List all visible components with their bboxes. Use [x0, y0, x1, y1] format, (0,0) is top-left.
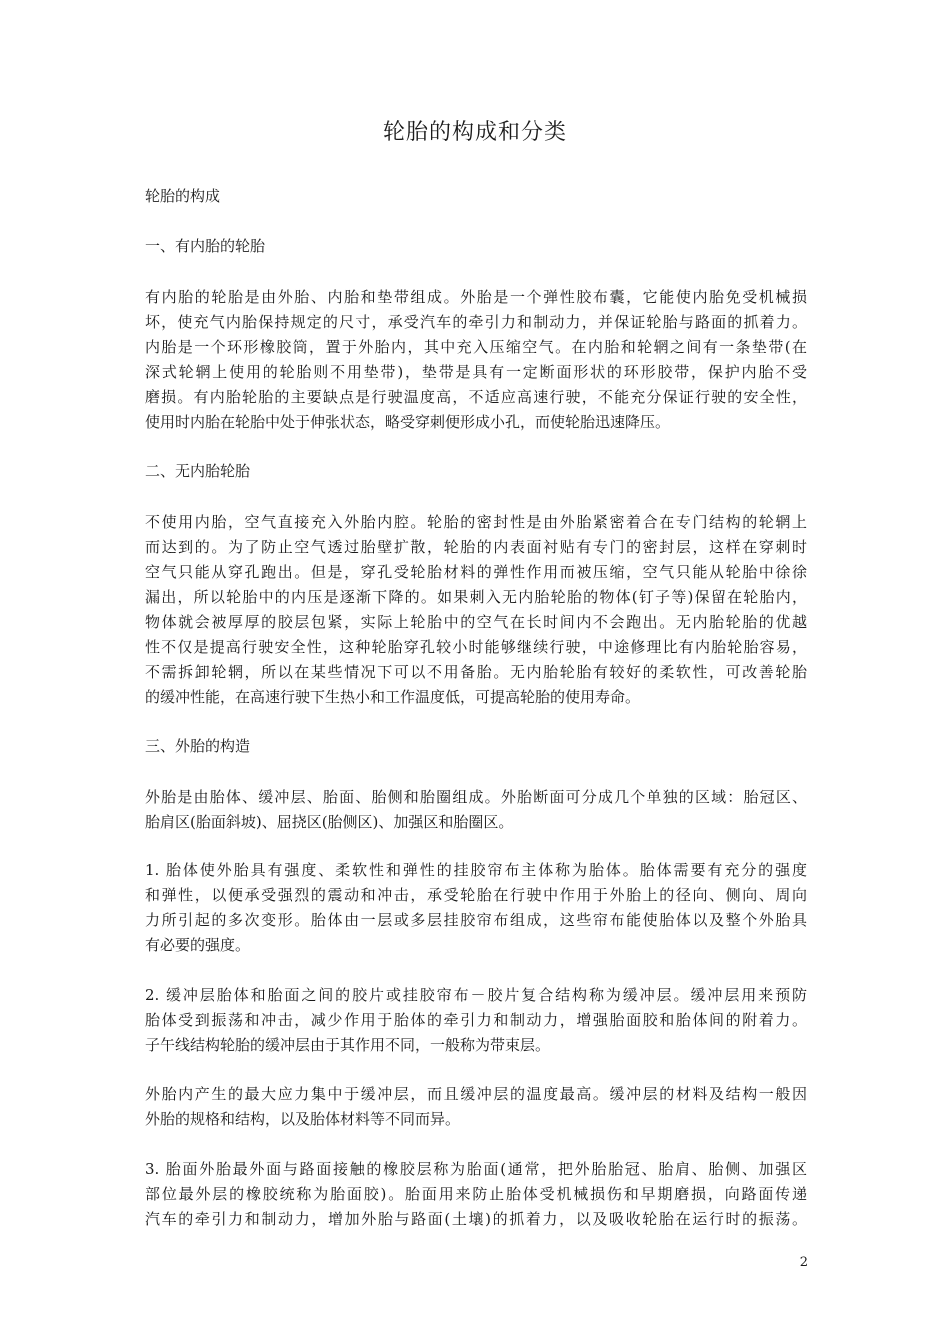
text-line: 深式轮辋上使用的轮胎则不用垫带)，垫带是具有一定断面形状的环形胶带，保护内胎不受 — [145, 363, 807, 381]
text-line: 胎体受到振荡和冲击，减少作用于胎体的牵引力和制动力，增强胎面胶和胎体间的附着力。 — [145, 1011, 807, 1029]
paragraph-tubeless-tire — [145, 510, 807, 710]
text-line: 性不仅是提高行驶安全性，这种轮胎穿孔较小时能够继续行驶，中途修理比有内胎轮胎容易， — [145, 638, 807, 656]
text-line: 2. 缓冲层胎体和胎面之间的胶片或挂胶帘布－胶片复合结构称为缓冲层。缓冲层用来预防 — [145, 986, 807, 1004]
text-line: 空气只能从穿孔跑出。但是，穿孔受轮胎材料的弹性作用而被压缩，空气只能从轮胎中徐徐 — [145, 563, 807, 581]
document-title: 轮胎的构成和分类 — [382, 120, 567, 145]
text-line: 汽车的牵引力和制动力，增加外胎与路面(土壤)的抓着力，以及吸收轮胎在运行时的振荡。 — [145, 1210, 807, 1228]
text-line: 坏，使充气内胎保持规定的尺寸，承受汽车的牵引力和制动力，并保证轮胎与路面的抓着力。 — [145, 313, 807, 331]
text-line: 有内胎的轮胎是由外胎、内胎和垫带组成。外胎是一个弹性胶布囊，它能使内胎免受机械损 — [145, 288, 807, 306]
text-line: 力所引起的多次变形。胎体由一层或多层挂胶帘布组成，这些帘布能使胎体以及整个外胎具 — [145, 911, 807, 929]
paragraph-inner-tube-tire — [145, 285, 807, 435]
subsection-heading-2: 二、无内胎轮胎 — [145, 462, 251, 480]
text-line: 物体就会被厚厚的胶层包紧，实际上轮胎中的空气在长时间内不会跑出。无内胎轮胎的优越 — [145, 613, 807, 631]
paragraph-outer-tire-intro — [145, 785, 807, 835]
text-line: 胎肩区(胎面斜坡)、屈挠区(胎侧区)、加强区和胎圈区。 — [145, 813, 514, 831]
text-line: 外胎的规格和结构，以及胎体材料等不同而异。 — [145, 1110, 461, 1128]
paragraph-breaker-stress — [145, 1082, 807, 1132]
text-line: 不需拆卸轮辋，所以在某些情况下可以不用备胎。无内胎轮胎有较好的柔软性，可改善轮胎 — [145, 663, 807, 681]
text-line: 的缓冲性能，在高速行驶下生热小和工作温度低，可提高轮胎的使用寿命。 — [145, 688, 641, 706]
page-number: 2 — [799, 1255, 808, 1270]
paragraph-item-breaker — [145, 983, 807, 1058]
text-line: 外胎是由胎体、缓冲层、胎面、胎侧和胎圈组成。外胎断面可分成几个单独的区域：胎冠区、 — [145, 788, 807, 806]
text-line: 磨损。有内胎轮胎的主要缺点是行驶温度高，不适应高速行驶，不能充分保证行驶的安全性， — [145, 388, 807, 406]
paragraph-item-tread — [145, 1157, 807, 1232]
section-heading: 轮胎的构成 — [145, 187, 221, 205]
text-line: 3. 胎面外胎最外面与路面接触的橡胶层称为胎面(通常，把外胎胎冠、胎肩、胎侧、加强区 — [145, 1160, 807, 1178]
text-line: 子午线结构轮胎的缓冲层由于其作用不同，一般称为带束层。 — [145, 1036, 551, 1054]
paragraph-item-carcass — [145, 858, 807, 958]
subsection-heading-1: 一、有内胎的轮胎 — [145, 237, 266, 255]
text-line: 内胎是一个环形橡胶筒，置于外胎内，其中充入压缩空气。在内胎和轮辋之间有一条垫带(在 — [145, 338, 807, 356]
text-line: 部位最外层的橡胶统称为胎面胶)。胎面用来防止胎体受机械损伤和早期磨损，向路面传递 — [145, 1185, 807, 1203]
text-line: 而达到的。为了防止空气透过胎壁扩散，轮胎的内表面衬贴有专门的密封层，这样在穿刺时 — [145, 538, 807, 556]
text-line: 有必要的强度。 — [145, 936, 251, 954]
text-line: 和弹性，以便承受强烈的震动和冲击，承受轮胎在行驶中作用于外胎上的径向、侧向、周向 — [145, 886, 807, 904]
text-line: 外胎内产生的最大应力集中于缓冲层，而且缓冲层的温度最高。缓冲层的材料及结构一般因 — [145, 1085, 807, 1103]
text-line: 不使用内胎，空气直接充入外胎内腔。轮胎的密封性是由外胎紧密着合在专门结构的轮辋上 — [145, 513, 807, 531]
text-line: 漏出，所以轮胎中的内压是逐渐下降的。如果刺入无内胎轮胎的物体(钉子等)保留在轮胎内， — [145, 588, 807, 606]
text-line: 1. 胎体使外胎具有强度、柔软性和弹性的挂胶帘布主体称为胎体。胎体需要有充分的强度 — [145, 861, 807, 879]
subsection-heading-3: 三、外胎的构造 — [145, 737, 251, 755]
text-line: 使用时内胎在轮胎中处于伸张状态，略受穿刺便形成小孔，而使轮胎迅速降压。 — [145, 413, 671, 431]
